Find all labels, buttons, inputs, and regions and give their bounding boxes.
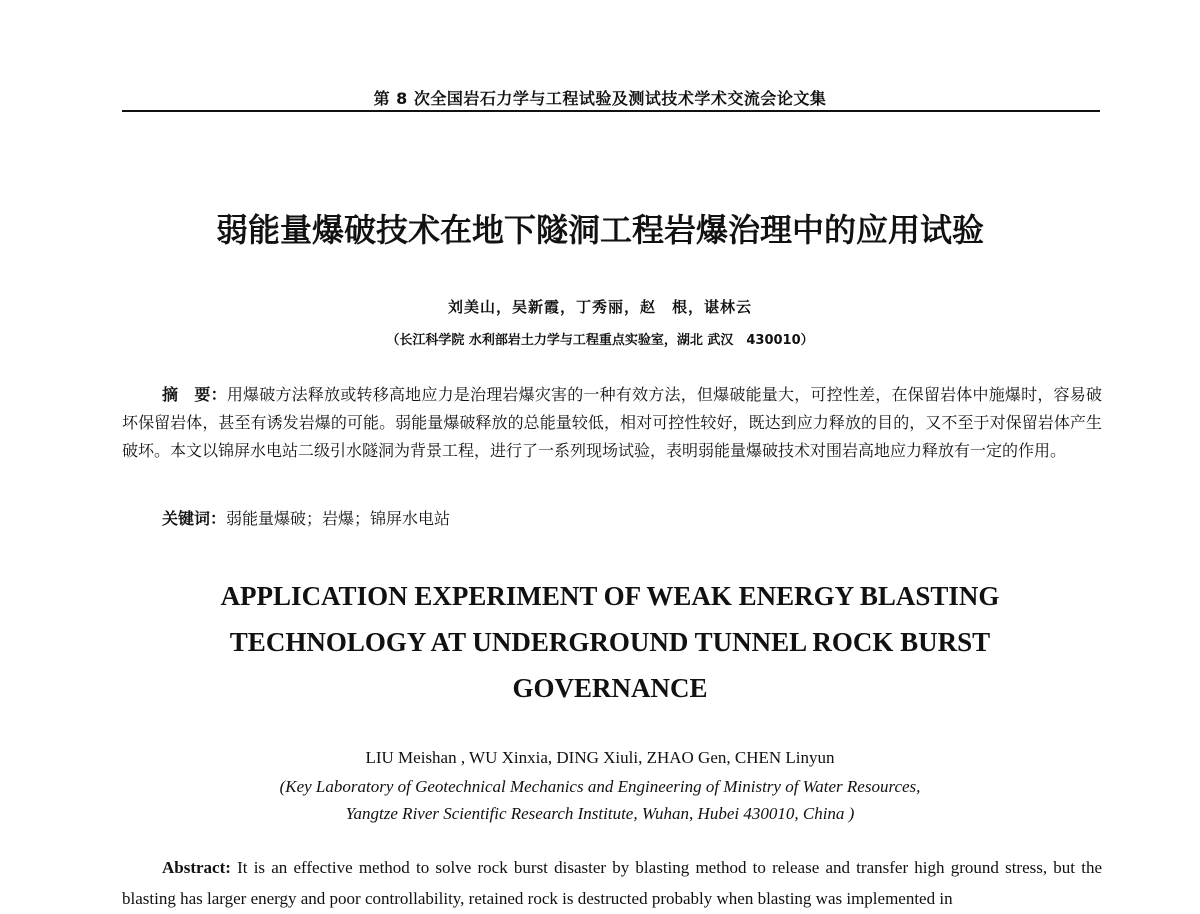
running-header: 第 8 次全国岩石力学与工程试验及测试技术学术交流会论文集 bbox=[373, 89, 827, 108]
keywords-text-chinese: 弱能量爆破；岩爆；锦屏水电站 bbox=[226, 509, 451, 528]
abstract-label-chinese: 摘 要： bbox=[162, 385, 227, 404]
keywords-label-chinese: 关键词： bbox=[162, 509, 227, 528]
abstract-text-english: It is an effective method to solve rock burst disaster by blasting method to release and transfer high ground stress, but the blasting has larger energy and poor controllability, retained rock is destructed probably when blasting was implemented in bbox=[122, 858, 1102, 908]
affiliation-line-1: (Key Laboratory of Geotechnical Mechanics and Engineering of Ministry of Water Resources, bbox=[279, 777, 921, 796]
abstract-english bbox=[122, 852, 1102, 914]
title-line-3: GOVERNANCE bbox=[512, 673, 708, 703]
title-line-1: APPLICATION EXPERIMENT OF WEAK ENERGY BLASTING bbox=[220, 581, 1000, 611]
abstract-label-english: Abstract: bbox=[162, 858, 231, 877]
authors-english: LIU Meishan , WU Xinxia, DING Xiuli, ZHAO Gen, CHEN Linyun bbox=[365, 748, 835, 767]
keywords-chinese bbox=[162, 506, 1102, 529]
paper-title-english bbox=[150, 573, 1070, 711]
header-rule bbox=[122, 110, 1100, 112]
affiliation-english bbox=[0, 773, 1200, 827]
abstract-chinese bbox=[122, 381, 1102, 465]
title-line-2: TECHNOLOGY AT UNDERGROUND TUNNEL ROCK BURST bbox=[229, 627, 991, 657]
authors-chinese: 刘美山，吴新霞，丁秀丽，赵 根，谌林云 bbox=[447, 298, 752, 316]
affiliation-chinese: （长江科学院 水利部岩土力学与工程重点实验室，湖北 武汉 430010） bbox=[386, 333, 814, 348]
abstract-text-chinese: 用爆破方法释放或转移高地应力是治理岩爆灾害的一种有效方法，但爆破能量大，可控性差，在保留岩体中施爆时，容易破坏保留岩体，甚至有诱发岩爆的可能。弱能量爆破释放的总能量较低，相对可控性较好，既达到应力释放的目的，又不至于对保留岩体产生破坏。本文以锦屏水电站二级引水隧洞为背景工程，进行了一系列现场试验，表明弱能量爆破技术对围岩高地应力释放有一定的作用。 bbox=[122, 385, 1102, 460]
paper-title-chinese: 弱能量爆破技术在地下隧洞工程岩爆治理中的应用试验 bbox=[215, 211, 984, 249]
affiliation-line-2: Yangtze River Scientific Research Institute, Wuhan, Hubei 430010, China ) bbox=[345, 804, 855, 823]
